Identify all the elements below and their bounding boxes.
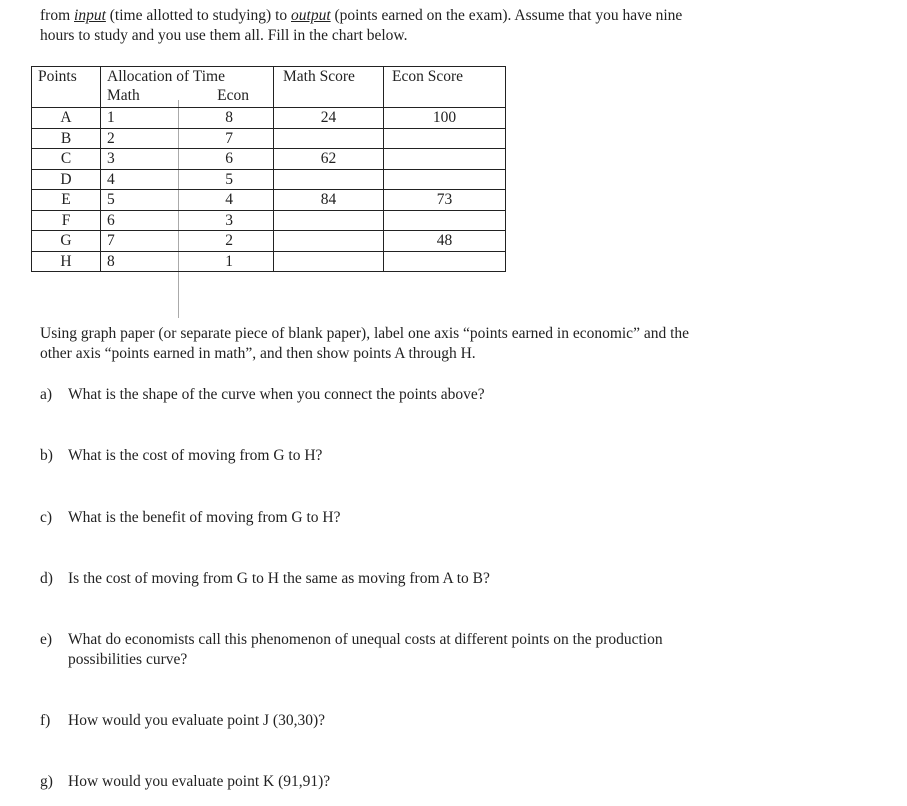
math-hours: 7 — [107, 232, 115, 249]
econ-hours: 2 — [225, 232, 233, 249]
econ-score-cell[interactable] — [384, 149, 506, 170]
econ-score-cell[interactable]: 73 — [384, 190, 506, 211]
point-cell: B — [32, 128, 101, 149]
intro-text: (points earned on the exam). Assume that you have nine — [330, 7, 683, 24]
math-hours: 4 — [107, 170, 115, 188]
question-label: c) — [40, 509, 53, 526]
question-b — [40, 446, 322, 466]
econ-score-cell[interactable] — [384, 210, 506, 231]
econ-score-cell[interactable]: 100 — [384, 108, 506, 129]
table-row — [32, 190, 506, 211]
econ-hours: 1 — [225, 252, 233, 270]
question-text: How would you evaluate point J (30,30)? — [68, 712, 325, 729]
math-score-cell[interactable] — [274, 251, 384, 272]
point-cell: F — [32, 210, 101, 231]
question-text: What is the shape of the curve when you connect the points above? — [68, 386, 485, 403]
math-score-cell[interactable] — [274, 128, 384, 149]
table-row — [32, 149, 506, 170]
econ-hours: 5 — [225, 170, 233, 188]
question-c — [40, 508, 340, 528]
table-row — [32, 210, 506, 231]
question-label: f) — [40, 712, 51, 729]
math-score-cell[interactable]: 24 — [274, 108, 384, 129]
math-subheader: Math — [107, 87, 140, 104]
math-hours: 2 — [107, 129, 115, 147]
math-score-cell[interactable]: 62 — [274, 149, 384, 170]
math-hours: 6 — [107, 211, 115, 229]
header-econ-score: Econ Score — [384, 67, 506, 108]
instructions — [40, 324, 689, 364]
intro-line-2: hours to study and you use them all. Fill in the chart below. — [40, 27, 408, 44]
econ-hours: 4 — [225, 191, 233, 208]
output-term: output — [291, 7, 331, 24]
allocation-cell — [101, 169, 274, 190]
math-hours: 5 — [107, 191, 115, 208]
math-hours: 1 — [107, 109, 115, 126]
econ-score-cell[interactable] — [384, 251, 506, 272]
econ-hours: 8 — [225, 109, 233, 126]
intro-paragraph — [40, 6, 682, 46]
table-row — [32, 251, 506, 272]
question-text: How would you evaluate point K (91,91)? — [68, 773, 331, 790]
header-math-score: Math Score — [274, 67, 384, 108]
question-text: What is the benefit of moving from G to H? — [68, 509, 341, 526]
header-points: Points — [32, 67, 101, 108]
allocation-label: Allocation of Time — [107, 68, 225, 85]
instructions-line-1: Using graph paper (or separate piece of blank paper), label one axis “points earned in economic” and the — [40, 325, 690, 342]
math-hours: 8 — [107, 252, 115, 270]
table-row — [32, 108, 506, 129]
question-a — [40, 385, 485, 405]
point-cell: D — [32, 169, 101, 190]
question-label: e) — [40, 631, 53, 648]
allocation-cell — [101, 149, 274, 170]
math-score-cell[interactable] — [274, 169, 384, 190]
header-allocation — [101, 67, 274, 108]
allocation-table — [31, 66, 506, 272]
question-e — [40, 630, 663, 670]
math-score-cell[interactable] — [274, 210, 384, 231]
intro-text: from — [40, 7, 75, 24]
allocation-cell — [101, 210, 274, 231]
question-text-cont: possibilities curve? — [68, 651, 188, 668]
econ-hours: 6 — [225, 150, 233, 167]
question-text: What do economists call this phenomenon of unequal costs at different points on the production — [68, 631, 663, 648]
table-row — [32, 231, 506, 252]
instructions-line-2: other axis “points earned in math”, and then show points A through H. — [40, 345, 476, 362]
question-label: d) — [40, 570, 53, 587]
econ-subheader: Econ — [217, 87, 249, 104]
allocation-cell — [101, 190, 274, 211]
input-term: input — [74, 7, 106, 24]
intro-text: (time allotted to studying) to — [105, 7, 292, 24]
question-label: g) — [40, 773, 53, 790]
table-row — [32, 128, 506, 149]
econ-score-cell[interactable] — [384, 169, 506, 190]
point-cell: A — [32, 108, 101, 129]
allocation-cell — [101, 128, 274, 149]
math-score-cell[interactable]: 84 — [274, 190, 384, 211]
question-g — [40, 772, 330, 792]
math-hours: 3 — [107, 150, 115, 167]
question-f — [40, 711, 325, 731]
question-label: b) — [40, 447, 53, 464]
allocation-cell — [101, 251, 274, 272]
econ-hours: 7 — [225, 129, 233, 147]
point-cell: G — [32, 231, 101, 252]
table-row — [32, 169, 506, 190]
math-score-cell[interactable] — [274, 231, 384, 252]
question-d — [40, 569, 490, 589]
question-text: What is the cost of moving from G to H? — [68, 447, 323, 464]
question-text: Is the cost of moving from G to H the same as moving from A to B? — [68, 570, 490, 587]
econ-hours: 3 — [225, 211, 233, 229]
econ-score-cell[interactable]: 48 — [384, 231, 506, 252]
allocation-cell — [101, 231, 274, 252]
econ-score-cell[interactable] — [384, 128, 506, 149]
point-cell: E — [32, 190, 101, 211]
point-cell: H — [32, 251, 101, 272]
question-label: a) — [40, 386, 53, 403]
allocation-cell — [101, 108, 274, 129]
point-cell: C — [32, 149, 101, 170]
